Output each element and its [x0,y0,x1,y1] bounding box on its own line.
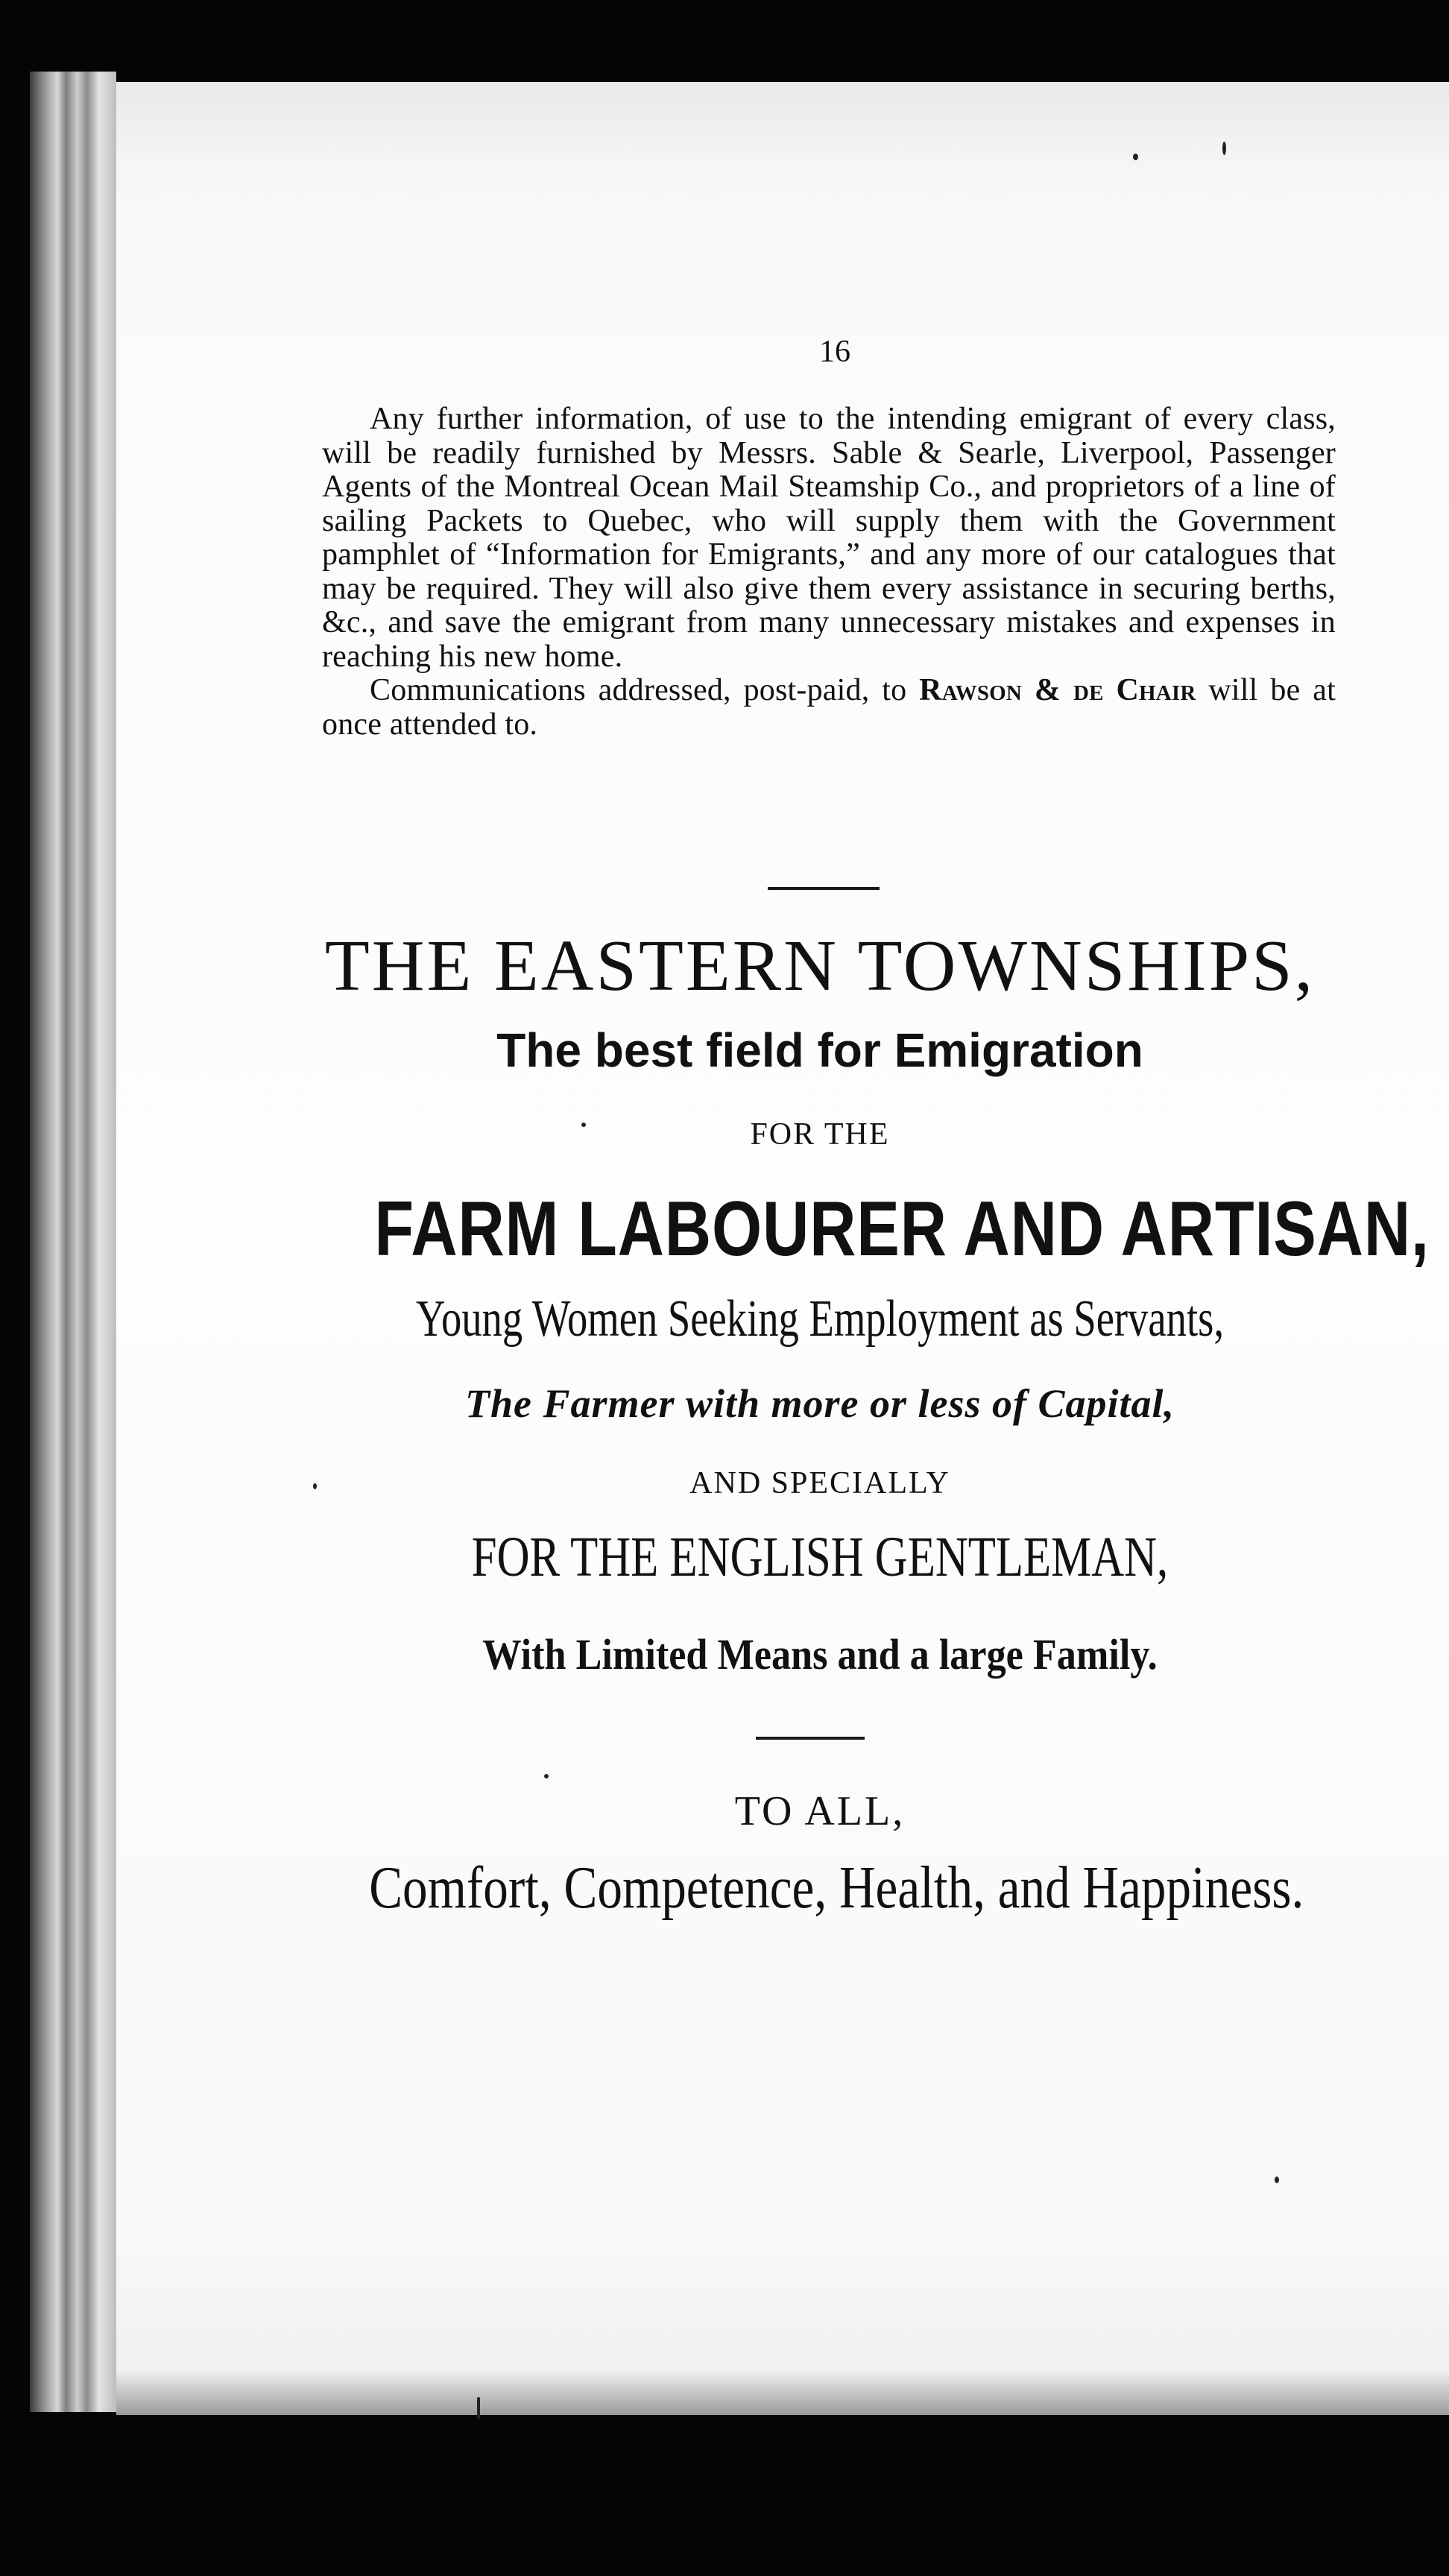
scan-speck [477,2397,480,2419]
advert-limited-means: With Limited Means and a large Family. [482,1630,1158,1679]
advert-closing-line: Comfort, Competence, Health, and Happiness. [369,1855,1304,1921]
closing-divider [756,1737,865,1740]
advert-title: THE EASTERN TOWNSHIPS, [324,926,1316,1006]
scan-speck [544,1774,549,1778]
body-text [322,402,1336,742]
firm-name: Rawson & de Chair [919,673,1196,707]
advert-young-women: Young Women Seeking Employment as Servants, [415,1290,1225,1348]
advert-to-all: TO ALL, [734,1788,906,1834]
communications-text-before: Communications addressed, post-paid, to [370,673,920,707]
scan-speck [1275,2176,1279,2183]
info-paragraph: Any further information, of use to the intending emigrant of every class, will be readily furnished by Messrs. Sable & Searle, Liverpool, Passenger Agents of the Montreal Ocean Mail Steamship Co., and proprietors of a line of sailing Packets to Quebec, who will supply them with the Government pamphlet of “Information for Emigrants,” and any more of our catalogues that may be required. They will also give them every assistance in securing berths, &c., and save the emigrant from many unnecessary mistakes and expenses in reaching his new home. [322,402,1336,674]
scan-speck [1133,154,1138,160]
section-divider [768,887,880,890]
communications-paragraph [322,674,1336,742]
scan-speck [313,1483,317,1489]
advert-subtitle: The best field for Emigration [496,1023,1143,1077]
advert-farm-labourer: FARM LABOURER AND ARTISAN, [374,1186,1430,1272]
book-spine [30,72,116,2412]
advert-for-the: FOR THE [750,1117,890,1152]
scan-speck [581,1123,586,1127]
page-bottom-shadow [116,2370,1449,2415]
communications-text-after: will be at once attended to. [322,673,1336,742]
scan-speck [1222,142,1226,155]
advert-farmer: The Farmer with more or less of Capital, [464,1381,1175,1426]
page-number: 16 [819,335,850,369]
advert-english-gentleman: FOR THE ENGLISH GENTLEMAN, [471,1526,1169,1588]
advert-and-specially: AND SPECIALLY [689,1466,950,1500]
